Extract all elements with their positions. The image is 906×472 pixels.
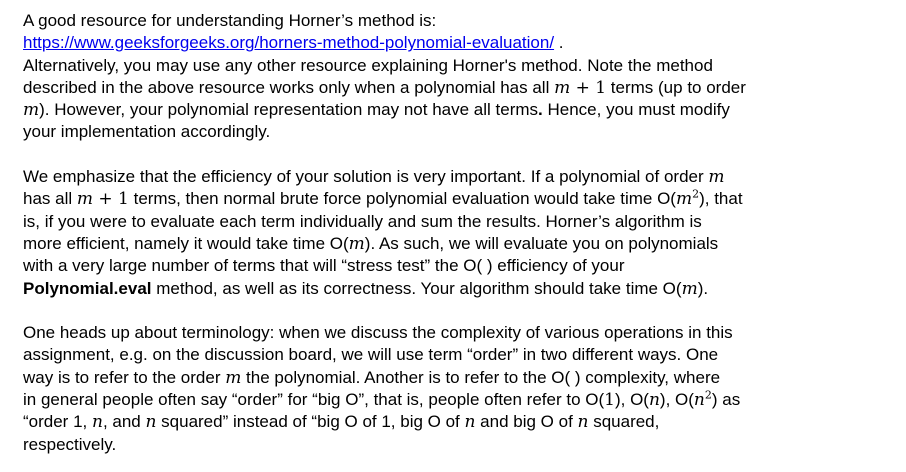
text-span: terms, then normal brute force polynomial evaluation would take time O( bbox=[128, 189, 676, 209]
code-term-polynomial-eval: Polynomial.eval bbox=[23, 278, 152, 298]
text-span: described in the above resource works only when a polynomial has all bbox=[23, 77, 555, 97]
math-var-m: m bbox=[225, 367, 242, 388]
text-line: your implementation accordingly. bbox=[23, 122, 271, 142]
text-line bbox=[23, 278, 893, 300]
math-plus-one: + 1 bbox=[93, 189, 129, 210]
text-span: squared” instead of “big O of 1, big O of bbox=[156, 412, 465, 432]
text-line bbox=[23, 77, 893, 99]
text-line bbox=[23, 166, 893, 188]
text-line bbox=[23, 32, 893, 54]
math-var-m: m bbox=[76, 189, 93, 210]
math-var-m: m bbox=[708, 167, 725, 188]
math-var-n: n bbox=[145, 412, 157, 433]
text-span: . bbox=[554, 33, 564, 53]
text-line bbox=[23, 367, 893, 389]
text-span: and big O of bbox=[475, 412, 578, 432]
paragraph-horner-resource bbox=[23, 10, 893, 144]
text-span: ), O( bbox=[659, 390, 694, 410]
text-line bbox=[23, 411, 893, 433]
math-exponent: 2 bbox=[704, 388, 712, 402]
math-var-n: n bbox=[577, 412, 589, 433]
text-span: . bbox=[538, 100, 543, 120]
math-var-n: n bbox=[91, 412, 103, 433]
text-line: One heads up about terminology: when we discuss the complexity of various operations in this bbox=[23, 323, 733, 343]
math-exponent: 2 bbox=[692, 187, 700, 201]
text-line bbox=[23, 188, 893, 210]
text-span: method, as well as its correctness. Your algorithm should take time O( bbox=[151, 278, 682, 298]
math-var-m: m bbox=[348, 233, 365, 254]
text-span: ). However, your polynomial representation may not have all terms bbox=[39, 100, 539, 120]
text-span: “order 1, bbox=[23, 412, 92, 432]
text-span: terms (up to order bbox=[606, 77, 746, 97]
math-var-m: m bbox=[681, 278, 698, 299]
text-line bbox=[23, 389, 893, 411]
math-var-n: n bbox=[693, 390, 705, 411]
text-line: assignment, e.g. on the discussion board, we will use term “order” in two different ways. One bbox=[23, 345, 719, 365]
text-span: , and bbox=[102, 412, 146, 432]
text-span: ). bbox=[697, 278, 709, 298]
text-span: in general people often say “order” for “big O”, that is, people often refer to O( bbox=[23, 390, 605, 410]
text-span: the polynomial. Another is to refer to the O( ) complexity, where bbox=[241, 367, 721, 387]
math-var-n: n bbox=[464, 412, 476, 433]
text-line: is, if you were to evaluate each term individually and sum the results. Horner’s algorithm is bbox=[23, 211, 702, 231]
paragraph-spacer bbox=[23, 300, 893, 322]
paragraph-spacer bbox=[23, 144, 893, 166]
geeksforgeeks-link[interactable]: https://www.geeksforgeeks.org/horners-method-polynomial-evaluation/ bbox=[23, 33, 555, 53]
text-span: ) as bbox=[711, 390, 741, 410]
math-var-n: n bbox=[648, 390, 660, 411]
text-line: respectively. bbox=[23, 434, 117, 454]
text-span: way is to refer to the order bbox=[23, 367, 226, 387]
text-span: ). As such, we will evaluate you on polynomials bbox=[364, 233, 719, 253]
text-span: ), that bbox=[699, 189, 743, 209]
text-line: with a very large number of terms that will “stress test” the O( ) efficiency of your bbox=[23, 256, 625, 276]
text-line: A good resource for understanding Horner’s method is: bbox=[23, 11, 437, 30]
math-var-m: m bbox=[554, 77, 571, 98]
math-var-m: m bbox=[23, 100, 40, 121]
text-line bbox=[23, 233, 893, 255]
paragraph-terminology bbox=[23, 322, 893, 456]
math-var-m: m bbox=[675, 189, 693, 210]
text-span: has all bbox=[23, 189, 77, 209]
text-span: Hence, you must modify bbox=[542, 100, 730, 120]
text-span: more efficient, namely it would take time O( bbox=[23, 233, 349, 253]
text-span: ), O( bbox=[614, 390, 649, 410]
text-line: Alternatively, you may use any other resource explaining Horner's method. Note the method bbox=[23, 55, 713, 75]
math-plus-one: + 1 bbox=[570, 77, 607, 98]
text-line bbox=[23, 99, 893, 121]
paragraph-efficiency bbox=[23, 166, 893, 300]
document-body bbox=[23, 10, 893, 456]
text-span: We emphasize that the efficiency of your solution is very important. If a polynomial of order bbox=[23, 167, 709, 187]
text-span: squared, bbox=[588, 412, 660, 432]
math-one: 1 bbox=[604, 390, 615, 411]
